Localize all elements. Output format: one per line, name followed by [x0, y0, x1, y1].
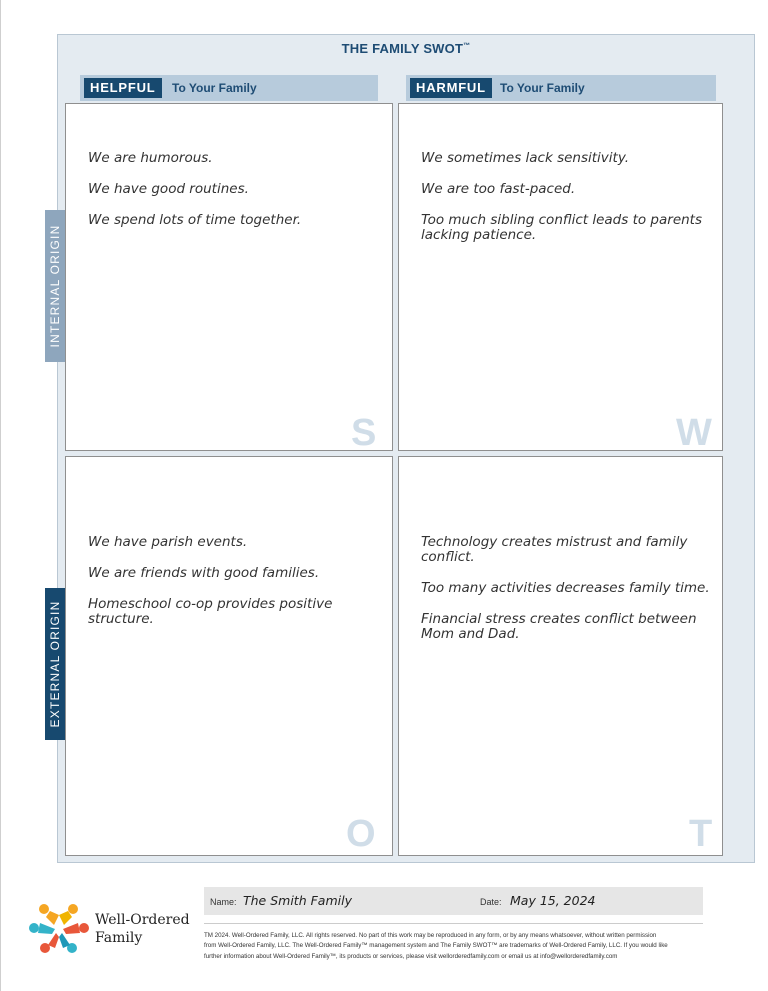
- list-item: Homeschool co-op provides positive structure.: [88, 596, 333, 627]
- list-item: Financial stress creates conflict between Mom and Dad.: [421, 611, 697, 642]
- opportunities-box: [65, 456, 393, 856]
- list-item: We are too fast-paced.: [421, 181, 576, 197]
- date-value: May 15, 2024: [510, 893, 596, 908]
- list-item: Too much sibling conflict leads to parents lacking patience.: [421, 212, 703, 243]
- name-label: Name:: [210, 897, 237, 907]
- threats-list: [421, 535, 712, 658]
- internal-origin-label: INTERNAL ORIGIN: [48, 224, 62, 348]
- harmful-tag: HARMFUL: [410, 78, 492, 98]
- list-item: We have parish events.: [88, 534, 248, 550]
- brand-name: Well-Ordered Family: [95, 912, 190, 946]
- list-item: Too many activities decreases family time.: [421, 580, 710, 596]
- quadrant-letter-o: O: [346, 813, 376, 855]
- weaknesses-box: [398, 103, 723, 454]
- opportunities-list: [88, 535, 382, 643]
- helpful-subtitle: To Your Family: [172, 81, 257, 95]
- name-date-bar: [204, 887, 703, 915]
- list-item: Technology creates mistrust and family conflict.: [421, 534, 688, 565]
- quadrant-letter-s: S: [351, 412, 377, 454]
- list-item: We are humorous.: [88, 150, 213, 166]
- list-item: We are friends with good families.: [88, 565, 320, 581]
- strengths-box: [65, 103, 393, 454]
- external-origin-tab: [45, 588, 65, 740]
- helpful-tag: HELPFUL: [84, 78, 162, 98]
- date-label: Date:: [480, 897, 502, 907]
- footer-divider: [204, 923, 703, 924]
- quadrant-letter-w: W: [676, 412, 712, 454]
- list-item: We sometimes lack sensitivity.: [421, 150, 630, 166]
- strengths-list: [88, 151, 382, 244]
- helpful-header: [80, 75, 378, 101]
- harmful-header: [406, 75, 716, 101]
- page-title: THE FAMILY SWOT™: [341, 41, 471, 56]
- well-ordered-family-logo: [28, 901, 90, 957]
- harmful-subtitle: To Your Family: [500, 81, 585, 95]
- name-value: The Smith Family: [243, 893, 352, 908]
- list-item: We have good routines.: [88, 181, 249, 197]
- legal-notice: TM 2024. Well-Ordered Family, LLC. All rights reserved. No part of this work may be reproduced in any form, or by any means whatsoever, without written permission from Well-Ordered Family, LLC. The Well-Ordered Family™ management system and The Family SWOT™ are trademarks of Well-Ordered Family, LLC. If you would like further information about Well-Ordered Family™, its products or services, please visit wellorderedfamily.com or email us at info@wellorderedfamily.com: [204, 932, 668, 960]
- weaknesses-list: [421, 151, 712, 259]
- page-edge: [0, 0, 1, 991]
- external-origin-label: EXTERNAL ORIGIN: [48, 600, 62, 728]
- threats-box: [398, 456, 723, 856]
- internal-origin-tab: [45, 210, 65, 362]
- quadrant-letter-t: T: [689, 813, 713, 855]
- list-item: We spend lots of time together.: [88, 212, 302, 228]
